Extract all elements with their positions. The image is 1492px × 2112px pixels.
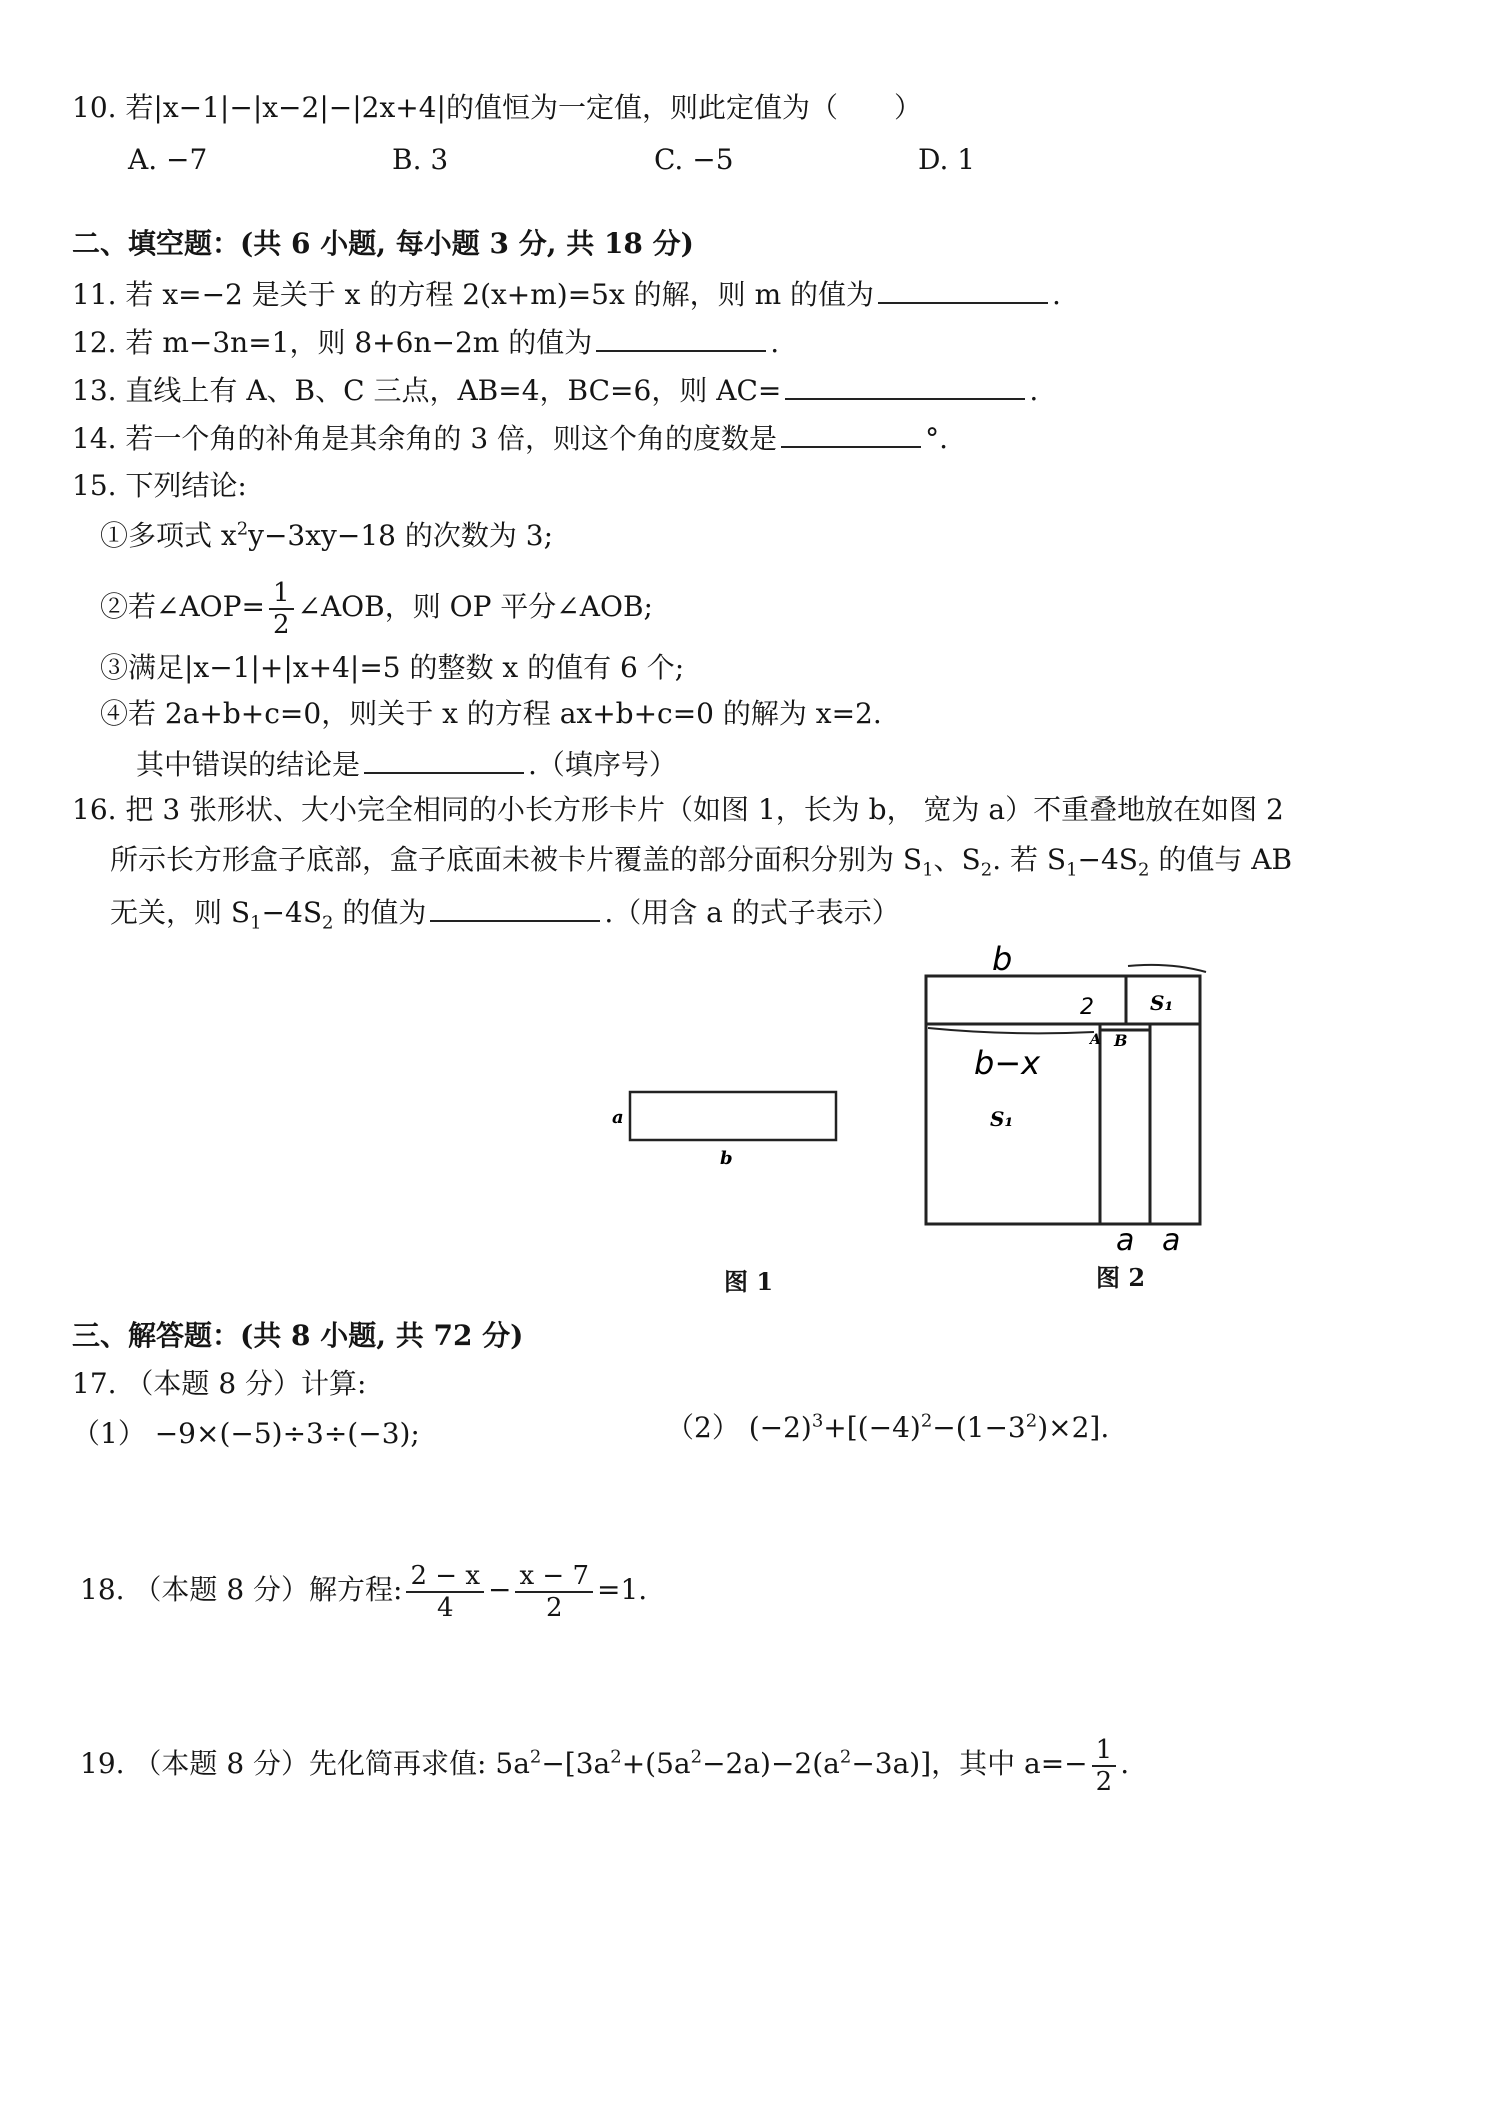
q12-end: . xyxy=(770,326,780,359)
q15-item1-pre: ①多项式 x xyxy=(100,519,237,552)
question-16-line-3 xyxy=(110,892,900,934)
question-19 xyxy=(80,1724,1129,1804)
fig2-label-b: b xyxy=(992,940,1013,978)
q16-line2-end: 的值与 AB xyxy=(1149,843,1293,876)
q16-sub: 1 xyxy=(1066,859,1078,881)
question-13 xyxy=(72,370,1038,409)
fig2-label-s1-top: S₁ xyxy=(1150,991,1174,1015)
q19-m2: +(5a xyxy=(621,1747,691,1780)
q19-m1: −[3a xyxy=(541,1747,611,1780)
q15-item2-fraction xyxy=(269,578,294,640)
fraction-denominator: 2 xyxy=(272,609,290,640)
question-16-line-2 xyxy=(110,842,1293,881)
fig2-label-a-2: a xyxy=(1162,1223,1181,1258)
fig2-handwritten-brace xyxy=(928,1028,1094,1033)
q19-end: . xyxy=(1120,1747,1130,1780)
q17-part-2 xyxy=(666,1410,1109,1446)
question-17-title: 17. （本题 8 分）计算: xyxy=(72,1367,367,1400)
q19-sup: 2 xyxy=(839,1746,852,1768)
fig2-label-A: A xyxy=(1090,1032,1101,1048)
q16-line2-mid: 、S xyxy=(933,843,981,876)
q13-answer-blank xyxy=(785,370,1025,400)
fraction-numerator: 1 xyxy=(1092,1735,1117,1767)
q12-text: 12. 若 m−3n=1，则 8+6n−2m 的值为 xyxy=(72,326,593,359)
q16-line3-end: .（用含 a 的式子表示） xyxy=(604,896,900,929)
q16-answer-blank xyxy=(430,892,600,922)
q17-part-1: （1） −9×(−5)÷3÷(−3); xyxy=(72,1417,420,1450)
fraction-numerator: 1 xyxy=(269,578,294,610)
fraction-denominator: 2 xyxy=(1095,1766,1113,1797)
q19-sup: 2 xyxy=(610,1746,622,1768)
q17-part2-mid2: −(1−3 xyxy=(932,1411,1026,1444)
q18-fraction-2 xyxy=(515,1561,593,1623)
q16-line2-tail: −4S xyxy=(1077,843,1138,876)
fig2-label-b-minus-x: b−x xyxy=(974,1044,1041,1082)
fig2-label-a-1: a xyxy=(1116,1223,1135,1258)
q17-part2-mid1: +[(−4) xyxy=(823,1411,921,1444)
figure-2 xyxy=(900,940,1240,1260)
section-2-title: 二、填空题：(共 6 小题, 每小题 3 分, 共 18 分) xyxy=(72,227,694,260)
q17-sup: 2 xyxy=(1025,1410,1038,1432)
fig2-label-s1-mid: S₁ xyxy=(990,1107,1014,1131)
q11-end: . xyxy=(1052,278,1061,311)
q14-end: °. xyxy=(925,422,948,455)
q14-text: 14. 若一个角的补角是其余角的 3 倍，则这个角的度数是 xyxy=(72,422,778,455)
q16-sub: 1 xyxy=(250,912,262,934)
q11-answer-blank xyxy=(878,274,1048,304)
q15-item2-pre: ②若∠AOP= xyxy=(100,590,265,623)
q19-sup: 2 xyxy=(690,1746,703,1768)
q15-item-2 xyxy=(100,572,653,642)
q16-line2-post: . 若 S xyxy=(992,843,1067,876)
q14-answer-blank xyxy=(781,418,921,448)
q13-text: 13. 直线上有 A、B、C 三点，AB=4，BC=6，则 AC= xyxy=(72,374,782,407)
q16-line2-pre: 所示长方形盒子底部，盒子底面未被卡片覆盖的部分面积分别为 S xyxy=(110,843,923,876)
question-12 xyxy=(72,322,779,361)
q15-conclusion-pre: 其中错误的结论是 xyxy=(136,748,361,781)
q19-m3: −2a)−2(a xyxy=(702,1747,840,1780)
q18-minus: − xyxy=(488,1573,512,1606)
q17-part2-pre: （2） (−2) xyxy=(666,1411,812,1444)
q16-sub: 2 xyxy=(322,912,334,934)
q18-pre: 18. （本题 8 分）解方程: xyxy=(80,1573,403,1606)
fraction-denominator: 2 xyxy=(545,1592,563,1623)
q13-end: . xyxy=(1029,374,1039,407)
q15-item1-post: y−3xy−18 的次数为 3; xyxy=(248,519,553,552)
q15-item1-sup: 2 xyxy=(236,518,249,540)
question-16-line-1: 16. 把 3 张形状、大小完全相同的小长方形卡片（如图 1，长为 b， 宽为 a）不重叠地放在如图 2 xyxy=(72,793,1284,826)
q15-conclusion xyxy=(136,744,677,783)
q17-sup: 3 xyxy=(811,1410,824,1432)
question-14 xyxy=(72,418,948,457)
q16-line3-mid: −4S xyxy=(261,896,323,929)
q19-sup: 2 xyxy=(529,1746,542,1768)
q10-option-c: C. −5 xyxy=(654,143,734,176)
fig1-rectangle xyxy=(630,1092,836,1140)
q17-part2-post: )×2]. xyxy=(1037,1411,1110,1444)
figure-1 xyxy=(600,1080,860,1180)
q15-item2-post: ∠AOB，则 OP 平分∠AOB; xyxy=(297,590,653,623)
q10-option-d: D. 1 xyxy=(918,143,976,176)
q16-line3-post: 的值为 xyxy=(333,896,427,929)
q15-item-1 xyxy=(100,518,553,554)
q16-line3-pre: 无关，则 S xyxy=(110,896,251,929)
q10-option-a: A. −7 xyxy=(128,143,208,176)
fraction-denominator: 4 xyxy=(436,1592,454,1623)
fig2-label-B: B xyxy=(1114,1031,1128,1050)
q16-sub: 1 xyxy=(922,859,934,881)
q18-post: =1. xyxy=(597,1573,648,1606)
fraction-numerator: 2 − x xyxy=(406,1561,484,1593)
q16-sub: 2 xyxy=(1138,859,1150,881)
fig2-handwritten-arc xyxy=(1128,965,1206,972)
q19-pre: 19. （本题 8 分）先化简再求值: 5a xyxy=(80,1747,530,1780)
q18-fraction-1 xyxy=(406,1561,484,1623)
fraction-numerator: x − 7 xyxy=(515,1561,593,1593)
q15-answer-blank xyxy=(364,744,524,774)
q12-answer-blank xyxy=(596,322,766,352)
q11-text: 11. 若 x=−2 是关于 x 的方程 2(x+m)=5x 的解，则 m 的值为 xyxy=(72,278,875,311)
q10-option-b: B. 3 xyxy=(392,143,449,176)
q15-conclusion-post: .（填序号） xyxy=(528,748,677,781)
q15-item-3: ③满足|x−1|+|x+4|=5 的整数 x 的值有 6 个; xyxy=(100,651,685,684)
q19-fraction xyxy=(1092,1735,1117,1797)
figure-1-caption: 图 1 xyxy=(724,1267,774,1296)
fig2-label-2: 2 xyxy=(1080,995,1094,1020)
fig1-label-b: b xyxy=(720,1148,733,1169)
q19-m4: −3a)]，其中 a=− xyxy=(851,1747,1088,1780)
question-18 xyxy=(80,1550,647,1630)
fig1-label-a: a xyxy=(612,1107,624,1128)
question-15-title: 15. 下列结论: xyxy=(72,469,247,502)
figure-2-caption: 图 2 xyxy=(1096,1263,1146,1292)
question-10-stem: 10. 若|x−1|−|x−2|−|2x+4|的值恒为一定值，则此定值为（ ） xyxy=(72,91,922,124)
q17-sup: 2 xyxy=(920,1410,933,1432)
question-11 xyxy=(72,274,1061,313)
q16-sub: 2 xyxy=(980,859,993,881)
section-3-title: 三、解答题：(共 8 小题, 共 72 分) xyxy=(72,1319,524,1352)
q15-item-4: ④若 2a+b+c=0，则关于 x 的方程 ax+b+c=0 的解为 x=2. xyxy=(100,697,882,730)
